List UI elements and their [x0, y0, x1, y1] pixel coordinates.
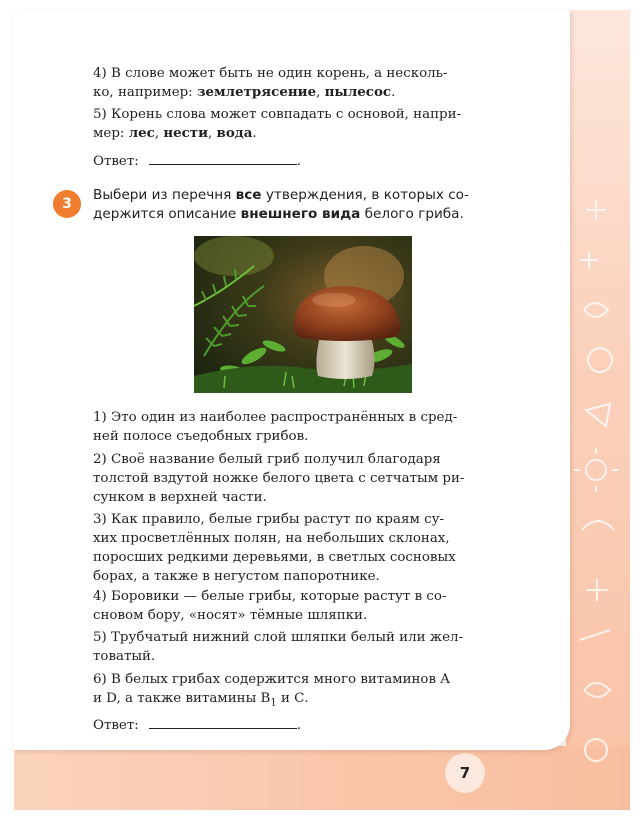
prev-item-4	[93, 64, 535, 102]
statement-line: 6) В белых грибах содержится много витаминов A	[93, 672, 450, 687]
statement-6	[93, 670, 535, 713]
answer-row-2	[93, 716, 535, 735]
statement-line: 4) Боровики — белые грибы, которые растут в со-	[93, 589, 447, 604]
example-word: землетрясение	[196, 84, 317, 100]
statement-line: товатый.	[93, 649, 156, 664]
statement-line: сновом бору, «носят» тёмные шляпки.	[93, 608, 368, 623]
task-3-prompt	[93, 186, 538, 224]
statement-3	[93, 510, 535, 586]
separator: ,	[316, 85, 325, 100]
statement-line: 5) Трубчатый нижний слой шляпки белый или жел-	[93, 630, 464, 645]
prev-item-5-line2: мер:	[93, 126, 129, 141]
statement-line: поросших редкими деревьями, в светлых сосновых	[93, 550, 456, 565]
statement-line: ней полосе съедобных грибов.	[93, 429, 309, 444]
answer-row-1	[93, 152, 535, 171]
answer-field[interactable]	[149, 716, 297, 729]
task-text-bold: все	[235, 187, 262, 203]
statement-line: сунком в верхней части.	[93, 490, 267, 505]
statement-line: и D, а также витамины B	[93, 691, 271, 706]
statement-line-tail: и С.	[276, 691, 309, 706]
example-word: нести	[163, 125, 209, 141]
task-text-bold: внешнего вида	[240, 206, 361, 222]
prev-item-4-line1: 4) В слове может быть не один корень, а несколь-	[93, 66, 448, 81]
separator: ,	[208, 126, 217, 141]
period: .	[391, 85, 396, 100]
example-word: вода	[216, 125, 253, 141]
prev-item-5	[93, 105, 535, 143]
period: .	[296, 718, 302, 733]
bottom-decor-band	[14, 746, 630, 810]
period: .	[296, 154, 302, 169]
task-text-part: утверждения, в которых со-	[261, 187, 469, 203]
doodle-decorations	[566, 10, 630, 810]
statement-2	[93, 450, 535, 507]
task-text-part: держится описание	[93, 206, 241, 222]
period: .	[252, 126, 257, 141]
statement-line: 1) Это один из наиболее распространённых в сред-	[93, 410, 458, 425]
statement-line: 2) Своё название белый гриб получил благодаря	[93, 452, 441, 467]
example-word: пылесос	[324, 84, 392, 100]
answer-label: Ответ:	[93, 718, 139, 733]
answer-label: Ответ:	[93, 154, 139, 169]
separator: ,	[154, 126, 164, 141]
prev-item-4-line2: ко, например:	[93, 85, 197, 100]
prev-item-5-line1: 5) Корень слова может совпадать с основой, напри-	[93, 107, 462, 122]
answer-field[interactable]	[149, 152, 297, 165]
page-number: 7	[448, 756, 482, 790]
statement-line: толстой вздутой ножке белого цвета с сетчатым ри-	[93, 471, 465, 486]
statement-line: борах, а также в негустом папоротнике.	[93, 569, 380, 584]
task-number-badge: 3	[53, 190, 81, 218]
statement-4	[93, 587, 535, 625]
statement-line: хих просветлённых полян, на небольших склонах,	[93, 531, 450, 546]
statement-5	[93, 628, 535, 666]
statement-line: 3) Как правило, белые грибы растут по краям су-	[93, 512, 445, 527]
example-word: лес	[128, 125, 155, 141]
task-text-part: Выбери из перечня	[93, 187, 236, 203]
statement-1	[93, 408, 535, 446]
subscript: 1	[270, 697, 277, 709]
mushroom-photo	[194, 236, 412, 393]
task-text-part: белого гриба.	[360, 206, 464, 222]
